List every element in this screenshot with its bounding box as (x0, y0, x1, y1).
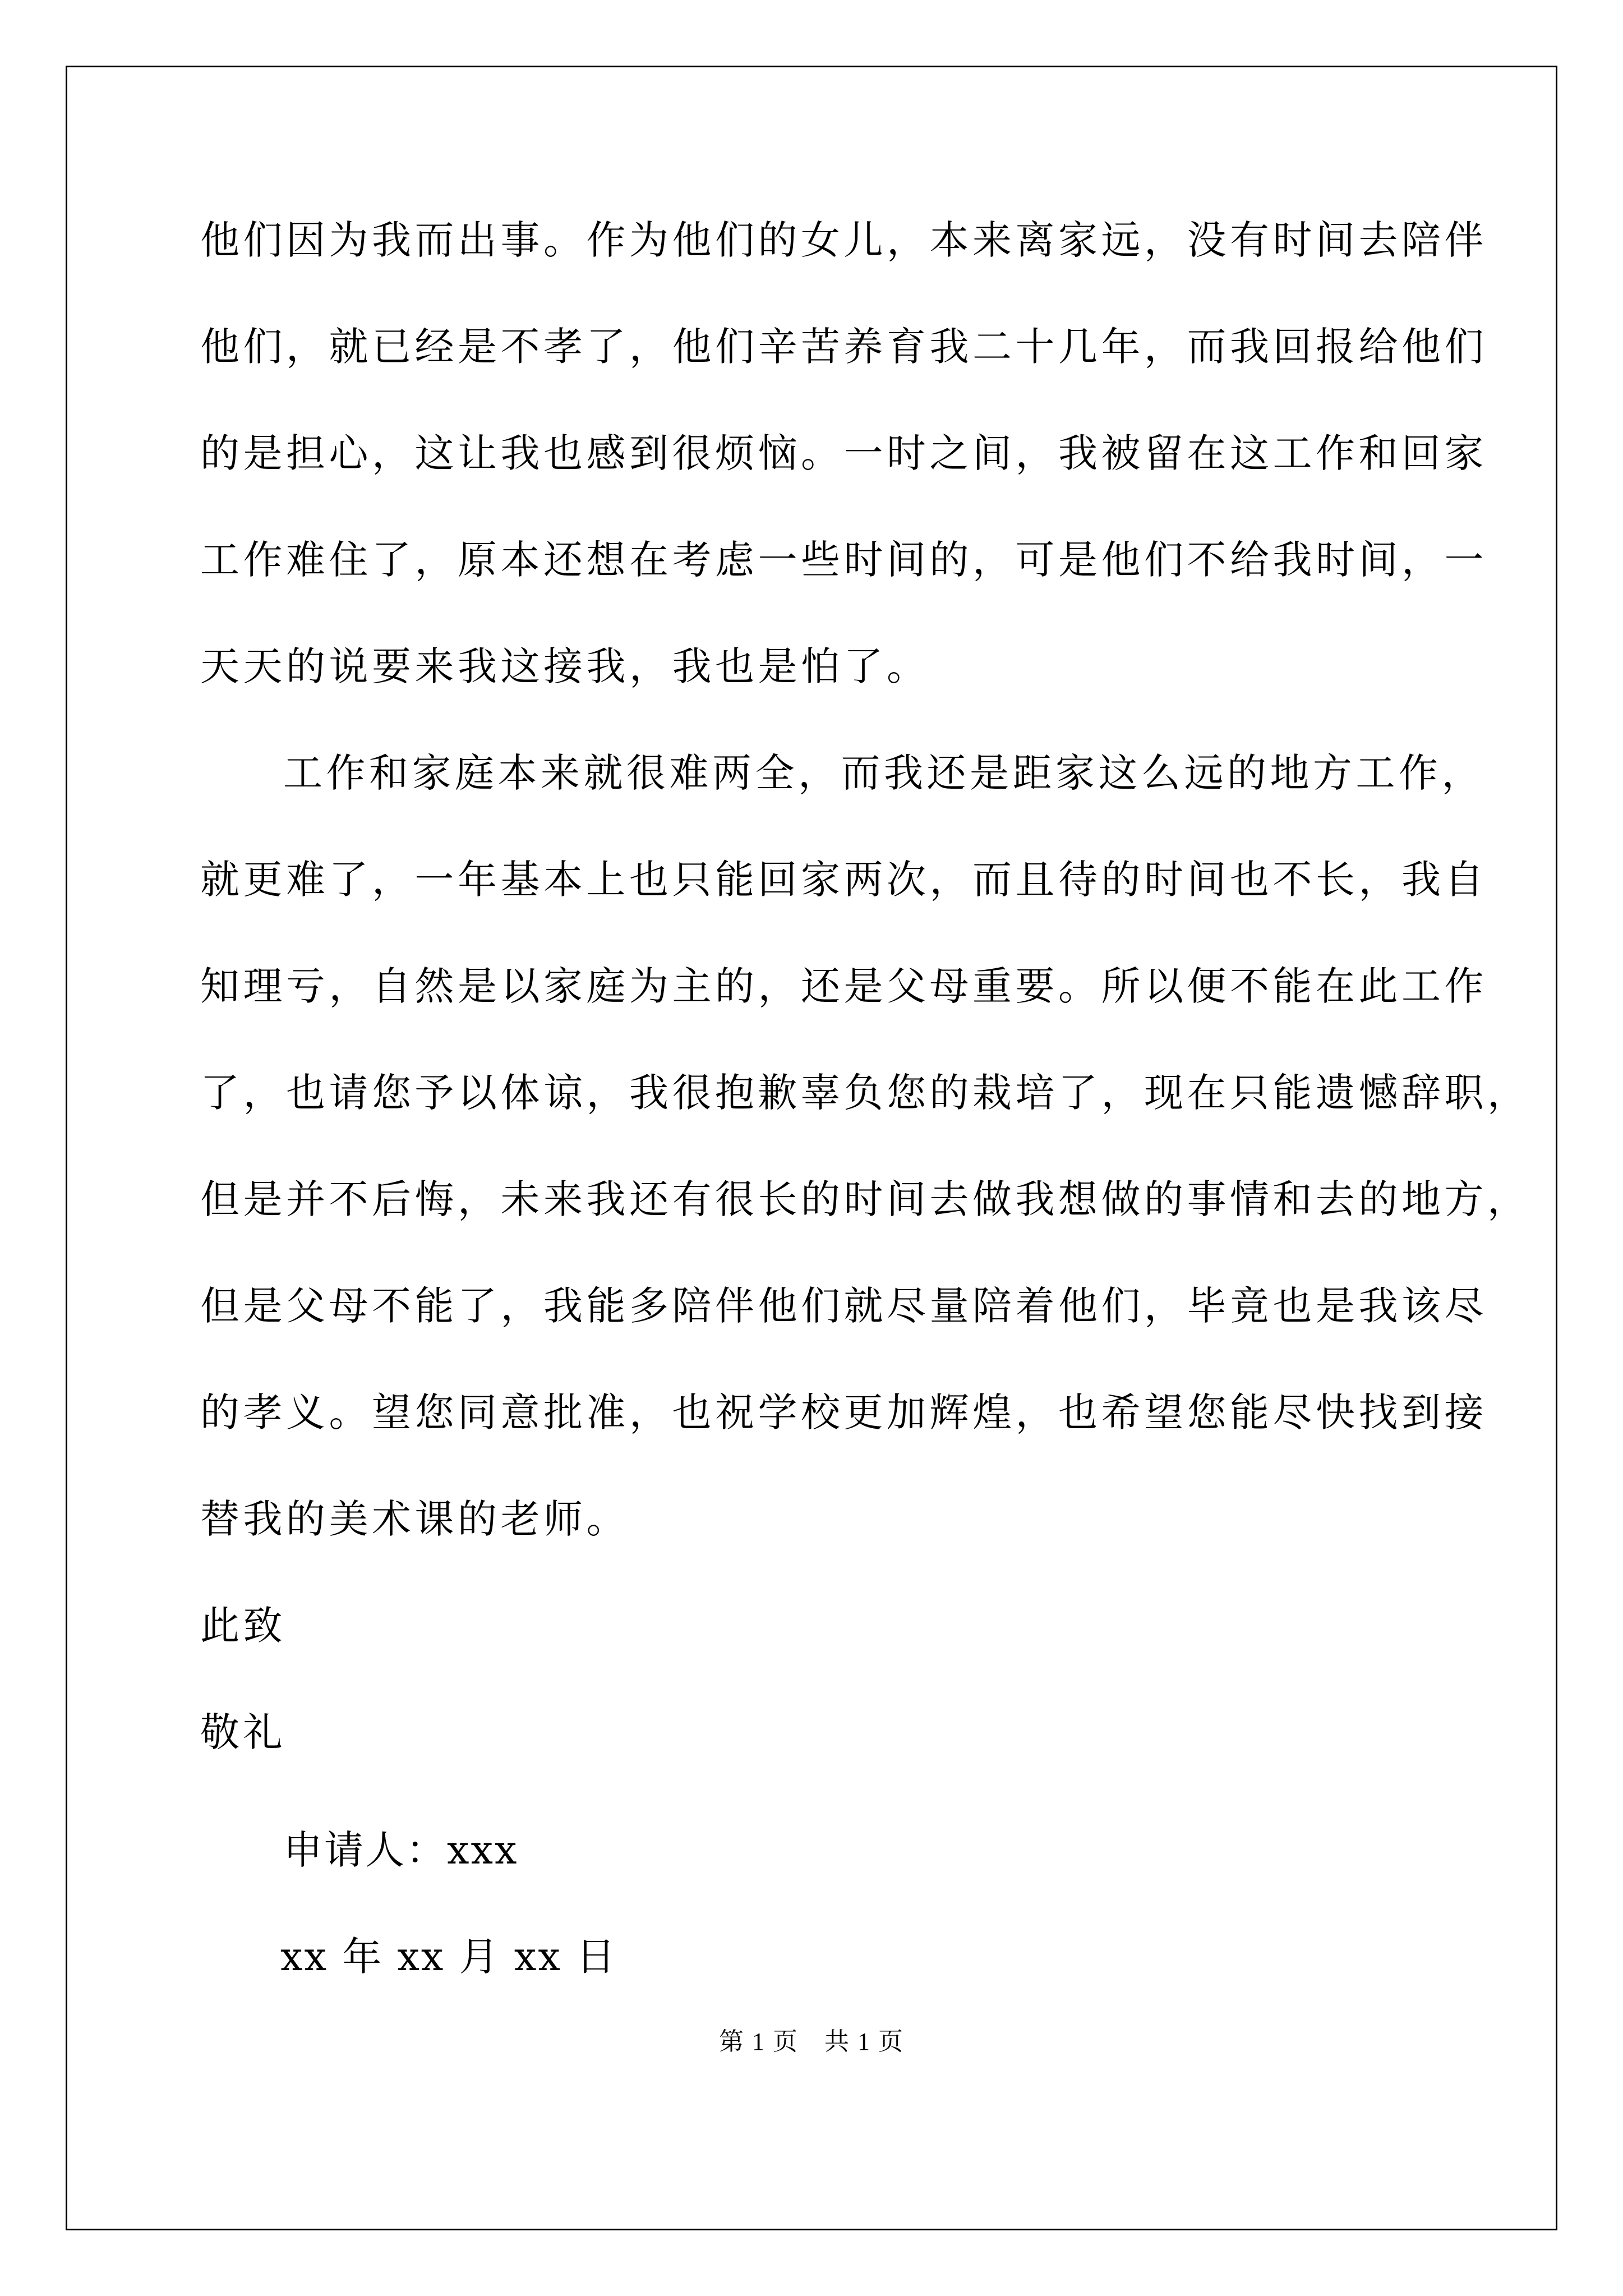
closing-regards: 敬礼 (200, 1709, 286, 1755)
body-line: 替我的美术课的老师。 (200, 1496, 629, 1542)
closing-salutation: 此致 (200, 1603, 286, 1649)
body-line: 工作难住了，原本还想在考虑一些时间的，可是他们不给我时间，一 (200, 537, 1487, 583)
body-line: 就更难了，一年基本上也只能回家两次，而且待的时间也不长，我自 (200, 857, 1487, 903)
body-line: 工作和家庭本来就很难两全，而我还是距家这么远的地方工作， (283, 750, 1484, 796)
body-line: 天天的说要来我这接我，我也是怕了。 (200, 643, 930, 689)
body-line: 但是并不后悔，未来我还有很长的时间去做我想做的事情和去的地方， (200, 1176, 1530, 1222)
body-line: 他们因为我而出事。作为他们的女儿，本来离家远，没有时间去陪伴 (200, 217, 1487, 263)
applicant-signature: 申请人：xxx (283, 1827, 519, 1873)
signature-date: xx 年 xx 月 xx 日 (280, 1934, 617, 1980)
page-footer: 第 1 页 共 1 页 (719, 2028, 904, 2055)
body-line: 知理亏，自然是以家庭为主的，还是父母重要。所以便不能在此工作 (200, 963, 1487, 1009)
body-line: 的孝义。望您同意批准，也祝学校更加辉煌，也希望您能尽快找到接 (200, 1389, 1487, 1435)
body-line: 了，也请您予以体谅，我很抱歉辜负您的栽培了，现在只能遗憾辞职， (200, 1070, 1530, 1116)
body-line: 但是父母不能了，我能多陪伴他们就尽量陪着他们，毕竟也是我该尽 (200, 1283, 1487, 1329)
body-line: 的是担心，这让我也感到很烦恼。一时之间，我被留在这工作和回家 (200, 430, 1487, 476)
letter-body (200, 217, 1530, 1819)
body-line: 他们，就已经是不孝了，他们辛苦养育我二十几年，而我回报给他们 (200, 324, 1487, 370)
